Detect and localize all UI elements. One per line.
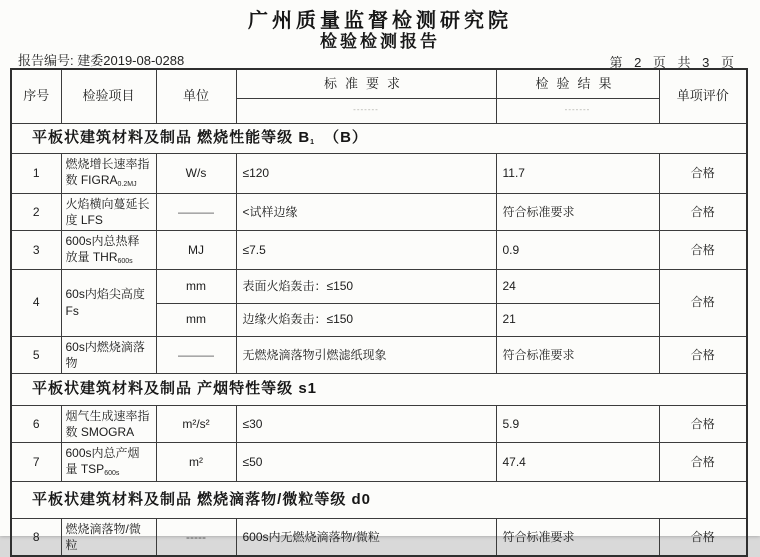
cell-unit: MJ <box>156 230 236 269</box>
cell-evaluation: 合格 <box>659 518 747 556</box>
table-row <box>11 336 747 373</box>
page-indicator: 第 2 页 共 3 页 <box>609 55 738 70</box>
cell-unit: W/s <box>156 153 236 193</box>
table-row <box>11 443 747 482</box>
cell-item: 火焰横向蔓延长度 LFS <box>61 193 156 230</box>
cell-item: 600s内总产烟量 $TSP_{600s}$ <box>61 443 156 482</box>
section-title-d0: 平板状建筑材料及制品 燃烧滴落物/微粒等级 d0 <box>11 481 747 518</box>
header-seq: 序号 <box>11 69 61 123</box>
cell-seq: 3 <box>11 230 61 269</box>
cell-item: 燃烧滴落物/微粒 <box>61 518 156 556</box>
cell-standard: 表面火焰轰击：≤150 <box>236 269 496 303</box>
cell-standard: ≤7.5 <box>236 230 496 269</box>
cell-standard: 边缘火焰轰击：≤150 <box>236 303 496 336</box>
header-result-sub: ------- <box>496 98 659 123</box>
report-title: 广州质量监督检测研究院 <box>248 10 512 32</box>
table-row <box>11 193 747 230</box>
cell-seq: 8 <box>11 518 61 556</box>
cell-item: 60s内焰尖高度 Fs <box>61 269 156 336</box>
cell-unit: ——— <box>156 336 236 373</box>
cell-evaluation: 合格 <box>659 443 747 482</box>
cell-unit: mm <box>156 269 236 303</box>
cell-evaluation: 合格 <box>659 230 747 269</box>
cell-evaluation: 合格 <box>659 153 747 193</box>
cell-seq: 2 <box>11 193 61 230</box>
section-title-b1: 平板状建筑材料及制品 燃烧性能等级 $B_1$ （B） <box>11 123 747 153</box>
table-row <box>11 269 747 303</box>
cell-evaluation: 合格 <box>659 405 747 442</box>
report-subtitle: 检验检测报告 <box>320 32 440 51</box>
table-row <box>11 230 747 269</box>
cell-seq: 6 <box>11 405 61 442</box>
cell-standard: 600s内无燃烧滴落物/微粒 <box>236 518 496 556</box>
cell-item: 烟气生成速率指数 SMOGRA <box>61 405 156 442</box>
cell-seq: 5 <box>11 336 61 373</box>
section-title-s1: 平板状建筑材料及制品 产烟特性等级 s1 <box>11 373 747 405</box>
cell-standard: <试样边缘 <box>236 193 496 230</box>
cell-result: 5.9 <box>496 405 659 442</box>
header-evaluation: 单项评价 <box>659 69 747 123</box>
section-header-b1 <box>11 123 747 153</box>
report-number-label: 报告编号: <box>18 53 74 68</box>
cell-result: 24 <box>496 269 659 303</box>
cell-result: 47.4 <box>496 443 659 482</box>
cell-item: 60s内燃烧滴落物 <box>61 336 156 373</box>
cell-unit: m² <box>156 443 236 482</box>
cell-standard: ≤50 <box>236 443 496 482</box>
table-row <box>11 518 747 556</box>
cell-unit: mm <box>156 303 236 336</box>
section-header-s1 <box>11 373 747 405</box>
table-row <box>11 153 747 193</box>
cell-standard: ≤120 <box>236 153 496 193</box>
cell-item: 600s内总热释放量 $THR_{600s}$ <box>61 230 156 269</box>
report-number-value: 建委2019-08-0288 <box>77 53 185 68</box>
cell-evaluation: 合格 <box>659 193 747 230</box>
header-standard-sub: ------- <box>236 98 496 123</box>
table-row <box>11 405 747 442</box>
header-item: 检验项目 <box>61 69 156 123</box>
cell-seq: 7 <box>11 443 61 482</box>
cell-evaluation: 合格 <box>659 336 747 373</box>
header-standard: 标准要求 <box>236 69 496 98</box>
table-header-row <box>11 69 747 98</box>
cell-result: 符合标准要求 <box>496 193 659 230</box>
cell-result: 符合标准要求 <box>496 336 659 373</box>
cell-seq: 1 <box>11 153 61 193</box>
section-header-d0 <box>11 481 747 518</box>
cell-seq: 4 <box>11 269 61 336</box>
header-unit: 单位 <box>156 69 236 123</box>
cell-evaluation: 合格 <box>659 269 747 336</box>
cell-result: 0.9 <box>496 230 659 269</box>
cell-result: 11.7 <box>496 153 659 193</box>
cell-unit: m²/s² <box>156 405 236 442</box>
cell-unit: ----- <box>156 518 236 556</box>
report-number <box>18 50 184 69</box>
results-table <box>10 68 748 557</box>
cell-unit: ——— <box>156 193 236 230</box>
cell-standard: ≤30 <box>236 405 496 442</box>
cell-standard: 无燃烧滴落物引燃滤纸现象 <box>236 336 496 373</box>
cell-item: 燃烧增长速率指数 $FIGRA_{0.2MJ}$ <box>61 153 156 193</box>
header-result: 检验结果 <box>496 69 659 98</box>
cell-result: 符合标准要求 <box>496 518 659 556</box>
cell-result: 21 <box>496 303 659 336</box>
